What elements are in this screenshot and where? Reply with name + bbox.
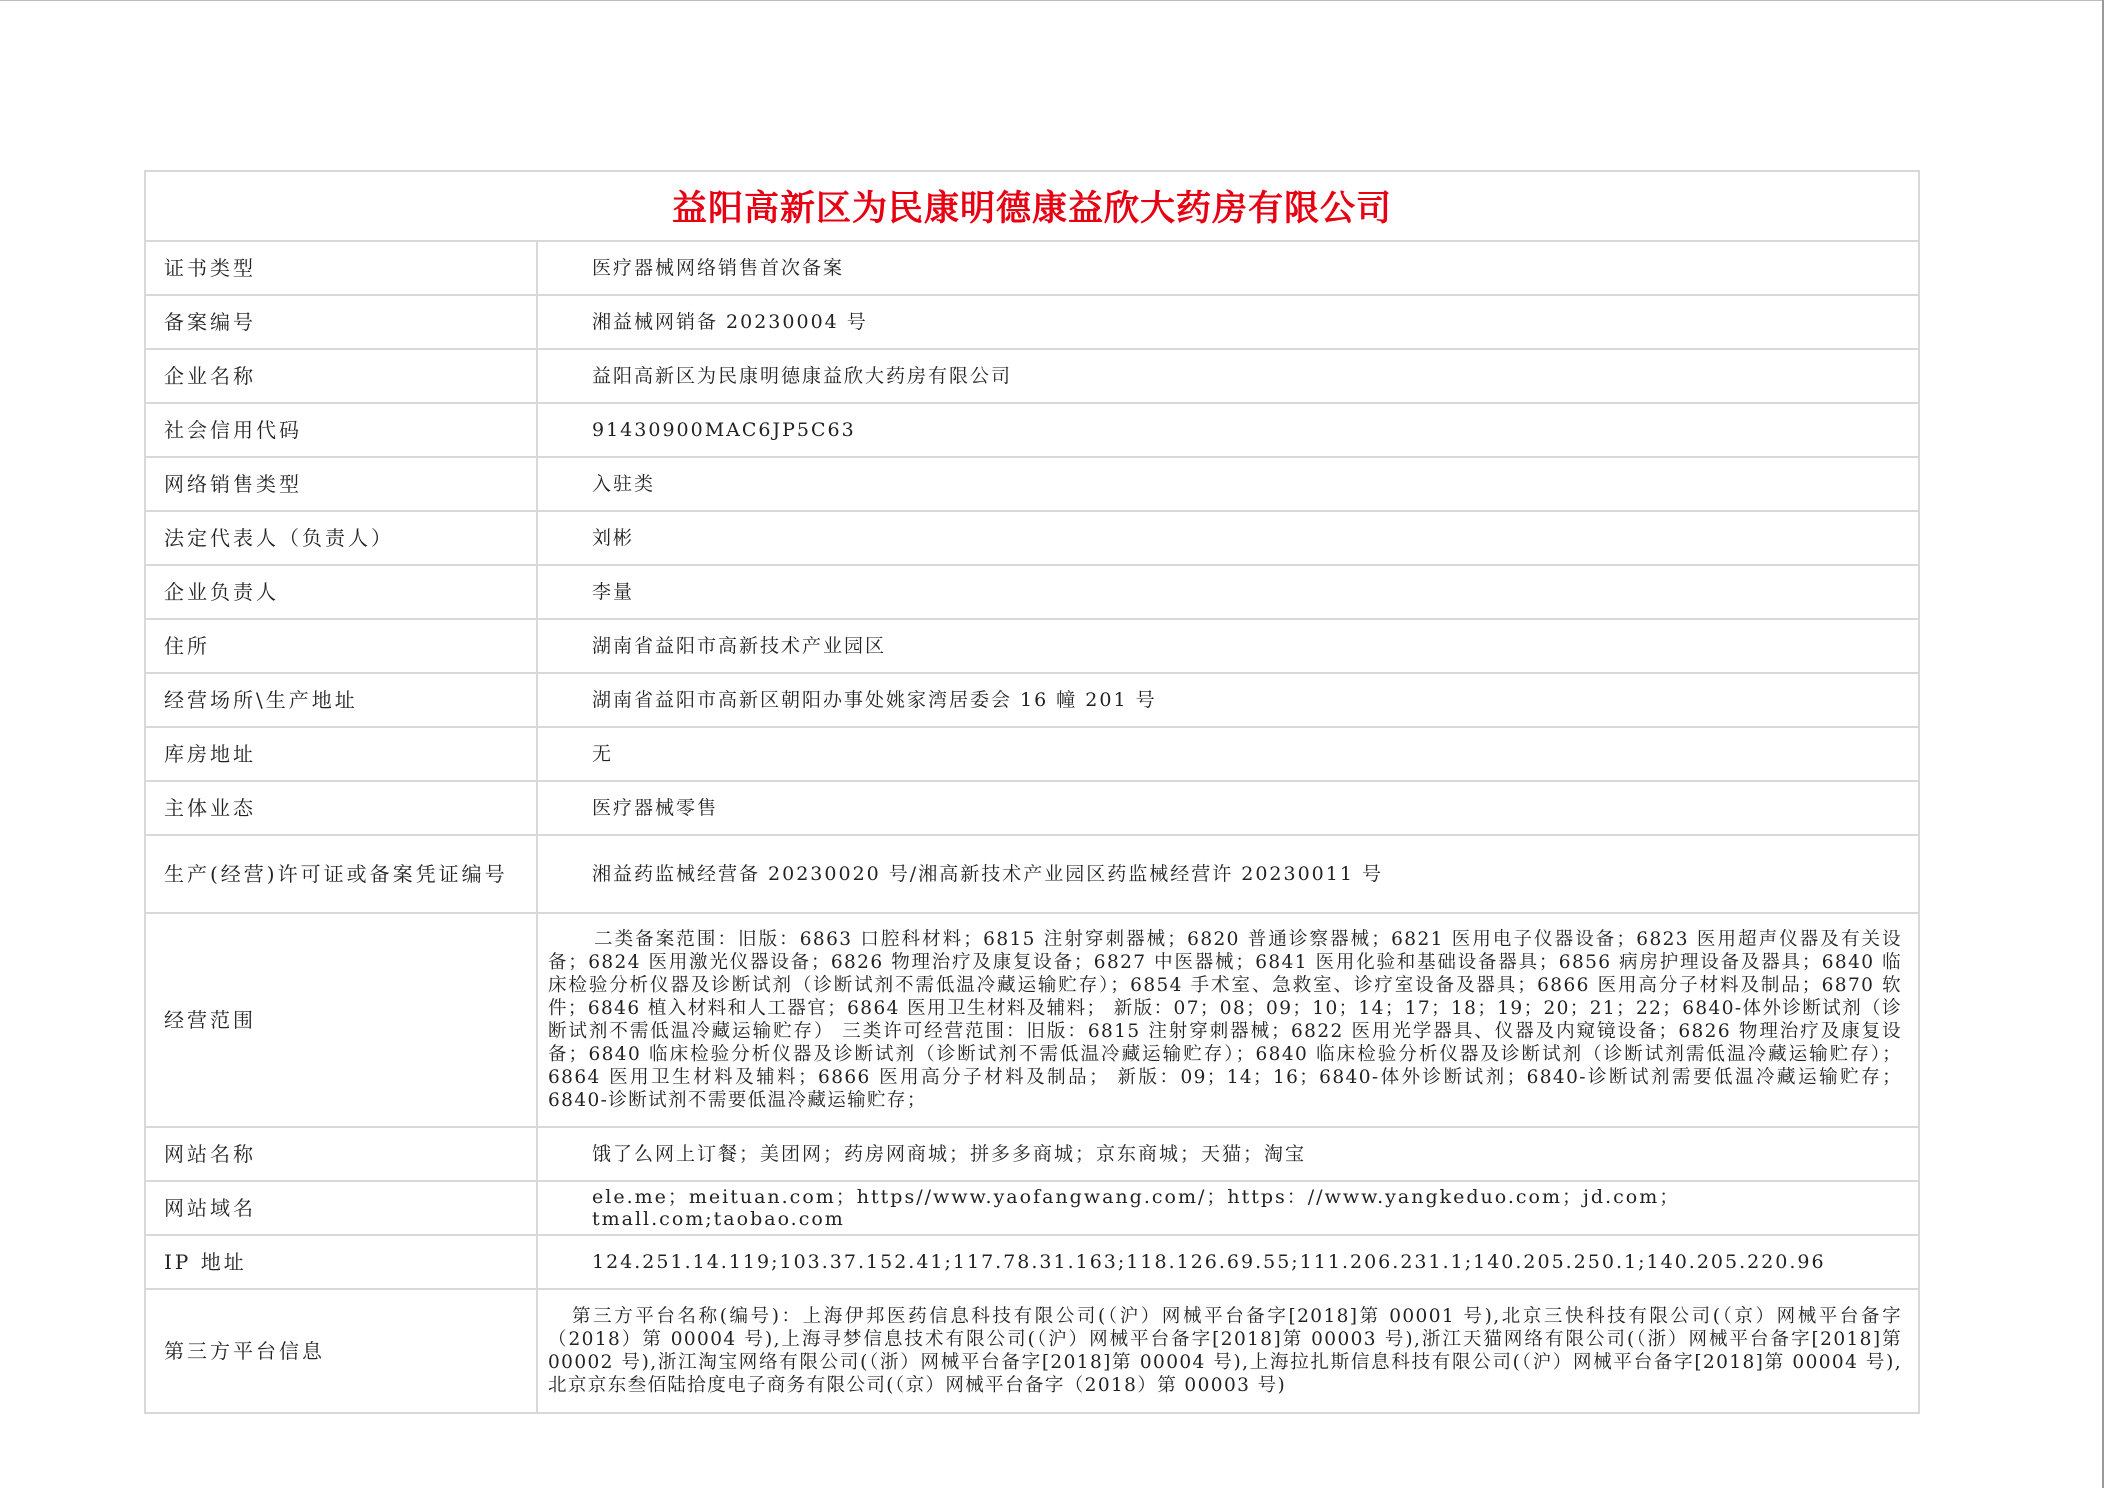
table-row <box>146 674 1918 728</box>
table-row <box>146 242 1918 296</box>
table-row <box>146 1290 1918 1412</box>
row-value: 入驻类 <box>592 473 656 495</box>
row-label: 经营场所\生产地址 <box>146 674 538 726</box>
row-label: 网站名称 <box>146 1128 538 1180</box>
row-value: 医疗器械网络销售首次备案 <box>592 257 845 279</box>
row-value: 无 <box>592 743 614 765</box>
row-label: 库房地址 <box>146 728 538 780</box>
row-value: 124.251.14.119;103.37.152.41;117.78.31.163;118.126.69.55;111.206.231.1;140.205.250.1;140.205.220.96 <box>592 1251 1826 1273</box>
page-top-border <box>0 0 2104 1</box>
table-row <box>146 620 1918 674</box>
company-title: 益阳高新区为民康明德康益欣大药房有限公司 <box>671 189 1392 229</box>
row-value: 91430900MAC6JP5C63 <box>592 419 856 441</box>
row-label: 社会信用代码 <box>146 404 538 456</box>
table-row <box>146 782 1918 836</box>
table-row <box>146 350 1918 404</box>
table-row <box>146 1182 1918 1236</box>
row-value: 湘益械网销备 20230004 号 <box>592 311 868 333</box>
row-label: 主体业态 <box>146 782 538 834</box>
table-row <box>146 836 1918 914</box>
row-value: 李量 <box>592 581 635 603</box>
table-row <box>146 1236 1918 1290</box>
row-label: 网络销售类型 <box>146 458 538 510</box>
table-row <box>146 914 1918 1128</box>
row-value: 湘益药监械经营备 20230020 号/湘高新技术产业园区药监械经营许 20230011 号 <box>592 863 1383 885</box>
row-value: 益阳高新区为民康明德康益欣大药房有限公司 <box>592 365 1013 387</box>
table-row <box>146 458 1918 512</box>
row-value: 饿了么网上订餐；美团网；药房网商城；拼多多商城；京东商城；天猫；淘宝 <box>592 1143 1307 1165</box>
row-value: 湖南省益阳市高新区朝阳办事处姚家湾居委会 16 幢 201 号 <box>592 689 1157 711</box>
row-label: 住所 <box>146 620 538 672</box>
row-value: 湖南省益阳市高新技术产业园区 <box>592 635 887 657</box>
table-row <box>146 512 1918 566</box>
table-row <box>146 404 1918 458</box>
table-row <box>146 1128 1918 1182</box>
title-row <box>146 172 1918 242</box>
table-row <box>146 728 1918 782</box>
row-label: 第三方平台信息 <box>146 1290 538 1412</box>
row-value: ele.me；meituan.com；https//www.yaofangwang.com/；https：//www.yangkeduo.com；jd.com；tmall.com;taobao.com <box>592 1186 1681 1230</box>
row-label: 备案编号 <box>146 296 538 348</box>
table-row <box>146 296 1918 350</box>
row-label: IP 地址 <box>146 1236 538 1288</box>
certificate-table <box>144 170 1920 1414</box>
business-scope-text: 二类备案范围：旧版：6863 口腔科材料；6815 注射穿刺器械；6820 普通诊察器械；6821 医用电子仪器设备；6823 医用超声仪器及有关设备；6824 医用激光仪器设备；6826 物理治疗及康复设备；6827 中医器械；6841 医用化验和基础设备器具；6856 病房护理设备及器具；6840 临床检验分析仪器及诊断试剂（诊断试剂不需低温冷藏运输贮存）；6854 手术室、急救室、诊疗室设备及器具；6866 医用高分子材料及制品；6870 软件；6846 植入材料和人工器官；6864 医用卫生材料及辅料； 新版：07；08；09；10；14；17；18；19；20；21；22；6840-体外诊断试剂（诊断试剂不需低温冷藏运输贮存） 三类许可经营范围：旧版：6815 注射穿刺器械；6822 医用光学器具、仪器及内窥镜设备；6826 物理治疗及康复设备；6840 临床检验分析仪器及诊断试剂（诊断试剂不需低温冷藏运输贮存）；6840 临床检验分析仪器及诊断试剂（诊断试剂需低温冷藏运输贮存）；6864 医用卫生材料及辅料；6866 医用高分子材料及制品； 新版：09；14；16；6840-体外诊断试剂；6840-诊断试剂需要低温冷藏运输贮存；6840-诊断试剂不需要低温冷藏运输贮存； <box>548 929 1902 1111</box>
row-label: 企业负责人 <box>146 566 538 618</box>
row-label: 生产(经营)许可证或备案凭证编号 <box>146 836 538 912</box>
row-value: 医疗器械零售 <box>592 797 719 819</box>
row-label: 企业名称 <box>146 350 538 402</box>
row-label: 经营范围 <box>146 914 538 1126</box>
row-label: 网站域名 <box>146 1182 538 1234</box>
row-value: 刘彬 <box>592 527 635 549</box>
table-row <box>146 566 1918 620</box>
row-label: 证书类型 <box>146 242 538 294</box>
third-party-platform-text: 第三方平台名称(编号)：上海伊邦医药信息科技有限公司(（沪）网械平台备字[2018]第 00001 号),北京三快科技有限公司(（京）网械平台备字（2018）第 00004 号),上海寻梦信息技术有限公司(（沪）网械平台备字[2018]第 00003 号),浙江天猫网络有限公司(（浙）网械平台备字[2018]第 00002 号),浙江淘宝网络有限公司(（浙）网械平台备字[2018]第 00004 号),上海拉扎斯信息科技有限公司(（沪）网械平台备字[2018]第 00004 号),北京京东叁佰陆拾度电子商务有限公司(（京）网械平台备字（2018）第 00003 号) <box>548 1306 1902 1396</box>
row-label: 法定代表人（负责人） <box>146 512 538 564</box>
